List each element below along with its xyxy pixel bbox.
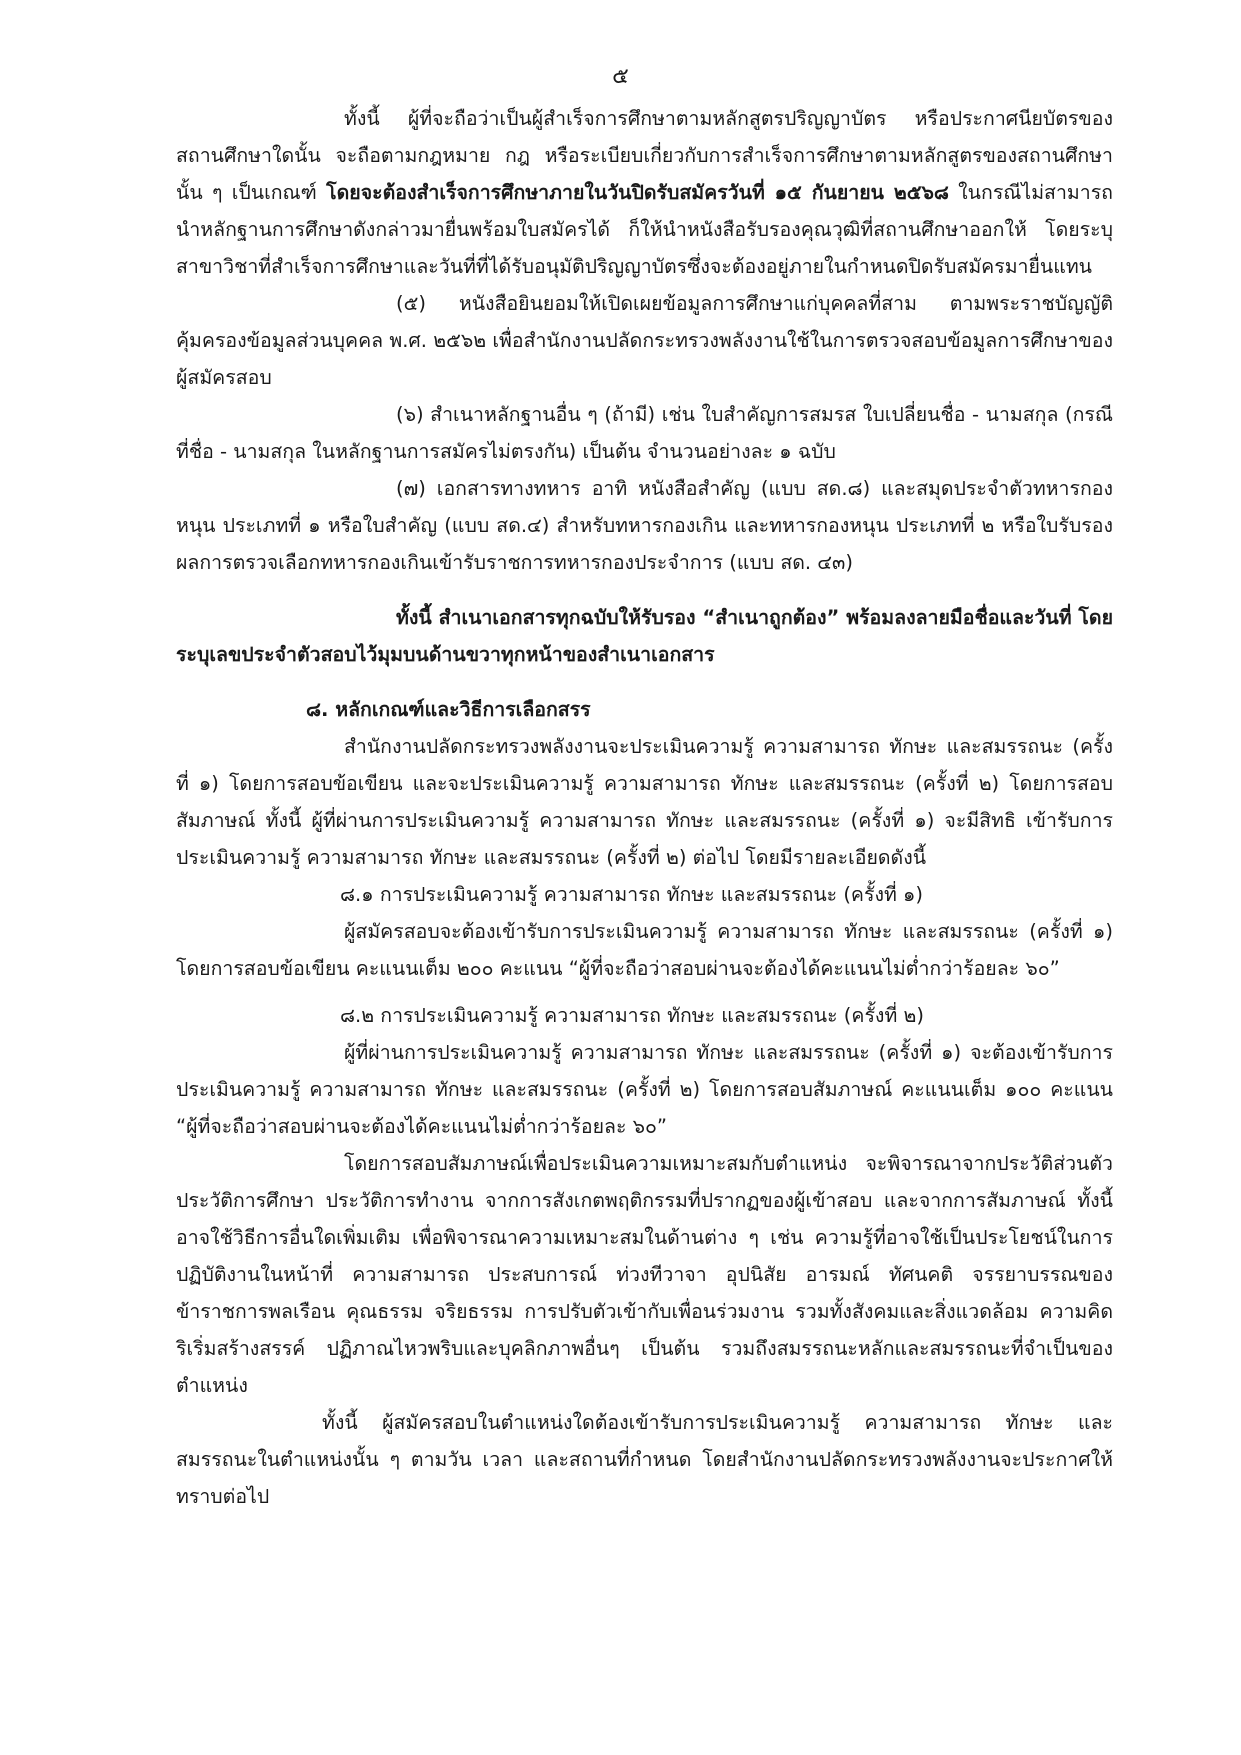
graduation-deadline: โดยจะต้องสำเร็จการศึกษาภายในวันปิดรับสมัครวันที่ ๑๕ กันยายน ๒๕๖๘ <box>326 181 949 204</box>
page-number: ๕ <box>612 64 629 89</box>
graduation-text: ทั้งนี้ ผู้ที่จะถือว่าเป็นผู้สำเร็จการศึกษาตามหลักสูตรปริญญาบัตร หรือประกาศนียบัตรของสถานศึกษาใดนั้น จะถือตามกฎหมาย กฎ หรือระเบียบเกี่ยวกับการสำเร็จการศึกษาตามหลักสูตรของสถานศึกษานั้น ๆ เป็นเกณฑ์ <box>176 107 1113 204</box>
closing-paragraph: ทั้งนี้ ผู้สมัครสอบในตำแหน่งใดต้องเข้ารับการประเมินความรู้ ความสามารถ ทักษะ และสมรรถนะในตำแหน่งนั้น ๆ ตามวัน เวลา และสถานที่กำหนด โดยสำนักงานปลัดกระทรวงพลังงานจะประกาศให้ทราบต่อไป <box>176 1411 1113 1508</box>
certify-note: ทั้งนี้ สำเนาเอกสารทุกฉบับให้รับรอง “สำเนาถูกต้อง” พร้อมลงลายมือชื่อและวันที่ โดยระบุเลขประจำตัวสอบไว้มุมบนด้านขวาทุกหน้าของสำเนาเอกสาร <box>176 606 1113 666</box>
section-8-intro: สำนักงานปลัดกระทรวงพลังงานจะประเมินความรู้ ความสามารถ ทักษะ และสมรรถนะ (ครั้งที่ ๑) โดยการสอบข้อเขียน และจะประเมินความรู้ ความสามารถ ทักษะ และสมรรถนะ (ครั้งที่ ๒) โดยการสอบสัมภาษณ์ ทั้งนี้ ผู้ที่ผ่านการประเมินความรู้ ความสามารถ ทักษะ และสมรรถนะ (ครั้งที่ ๑) จะมีสิทธิ เข้ารับการประเมินความรู้ ความสามารถ ทักษะ และสมรรถนะ (ครั้งที่ ๒) ต่อไป โดยมีรายละเอียดดังนี้ <box>176 735 1113 869</box>
section-8-1-body: ผู้สมัครสอบจะต้องเข้ารับการประเมินความรู้ ความสามารถ ทักษะ และสมรรถนะ (ครั้งที่ ๑) โดยการสอบข้อเขียน คะแนนเต็ม ๒๐๐ คะแนน “ผู้ที่จะถือว่าสอบผ่านจะต้องได้คะแนนไม่ต่ำกว่าร้อยละ ๖๐” <box>176 920 1113 980</box>
graduation-paragraph <box>176 100 1113 285</box>
section-8-2-body: ผู้ที่ผ่านการประเมินความรู้ ความสามารถ ทักษะ และสมรรถนะ (ครั้งที่ ๑) จะต้องเข้ารับการประเมินความรู้ ความสามารถ ทักษะ และสมรรถนะ (ครั้งที่ ๒) โดยการสอบสัมภาษณ์ คะแนนเต็ม ๑๐๐ คะแนน “ผู้ที่จะถือว่าสอบผ่านจะต้องได้คะแนนไม่ต่ำกว่าร้อยละ ๖๐” <box>176 1041 1113 1138</box>
interview-detail: โดยการสอบสัมภาษณ์เพื่อประเมินความเหมาะสมกับตำแหน่ง จะพิจารณาจากประวัติส่วนตัว ประวัติการศึกษา ประวัติการทำงาน จากการสังเกตพฤติกรรมที่ปรากฏของผู้เข้าสอบ และจากการสัมภาษณ์ ทั้งนี้ อาจใช้วิธีการอื่นใดเพิ่มเติม เพื่อพิจารณาความเหมาะสมในด้านต่าง ๆ เช่น ความรู้ที่อาจใช้เป็นประโยชน์ในการปฏิบัติงานในหน้าที่ ความสามารถ ประสบการณ์ ท่วงทีวาจา อุปนิสัย อารมณ์ ทัศนคติ จรรยาบรรณของข้าราชการพลเรือน คุณธรรม จริยธรรม การปรับตัวเข้ากับเพื่อนร่วมงาน รวมทั้งสังคมและสิ่งแวดล้อม ความคิดริเริ่มสร้างสรรค์ ปฏิภาณไหวพริบและบุคลิกภาพอื่นๆ เป็นต้น รวมถึงสมรรถนะหลักและสมรรถนะที่จำเป็นของตำแหน่ง <box>176 1152 1113 1397</box>
section-8-1-title: ๘.๑ การประเมินความรู้ ความสามารถ ทักษะ และสมรรถนะ (ครั้งที่ ๑) <box>340 883 924 906</box>
item-6: (๖) สำเนาหลักฐานอื่น ๆ (ถ้ามี) เช่น ใบสำคัญการสมรส ใบเปลี่ยนชื่อ - นามสกุล (กรณีที่ชื่อ - นามสกุล ในหลักฐานการสมัครไม่ตรงกัน) เป็นต้น จำนวนอย่างละ ๑ ฉบับ <box>176 403 1113 463</box>
section-8-2-title: ๘.๒ การประเมินความรู้ ความสามารถ ทักษะ และสมรรถนะ (ครั้งที่ ๒) <box>340 1004 924 1027</box>
document-body <box>176 100 1113 1515</box>
section-8-heading: ๘. หลักเกณฑ์และวิธีการเลือกสรร <box>306 698 591 721</box>
graduation-tail: ในกรณีไม่สามารถนำหลักฐานการศึกษาดังกล่าวมายื่นพร้อมใบสมัครได้ ก็ให้นำหนังสือรับรองคุณวุฒิที่สถานศึกษาออกให้ โดยระบุสาขาวิชาที่สำเร็จการศึกษาและวันที่ที่ได้รับอนุมัติปริญญาบัตรซึ่งจะต้องอยู่ภายในกำหนดปิดรับสมัครมายื่นแทน <box>176 181 1113 278</box>
item-7: (๗) เอกสารทางทหาร อาทิ หนังสือสำคัญ (แบบ สด.๘) และสมุดประจำตัวทหารกองหนุน ประเภทที่ ๑ หรือใบสำคัญ (แบบ สด.๔) สำหรับทหารกองเกิน และทหารกองหนุน ประเภทที่ ๒ หรือใบรับรองผลการตรวจเลือกทหารกองเกินเข้ารับราชการทหารกองประจำการ (แบบ สด. ๔๓) <box>176 477 1113 574</box>
item-5: (๕) หนังสือยินยอมให้เปิดเผยข้อมูลการศึกษาแก่บุคคลที่สาม ตามพระราชบัญญัติคุ้มครองข้อมูลส่วนบุคคล พ.ศ. ๒๕๖๒ เพื่อสำนักงานปลัดกระทรวงพลังงานใช้ในการตรวจสอบข้อมูลการศึกษาของผู้สมัครสอบ <box>176 292 1113 389</box>
